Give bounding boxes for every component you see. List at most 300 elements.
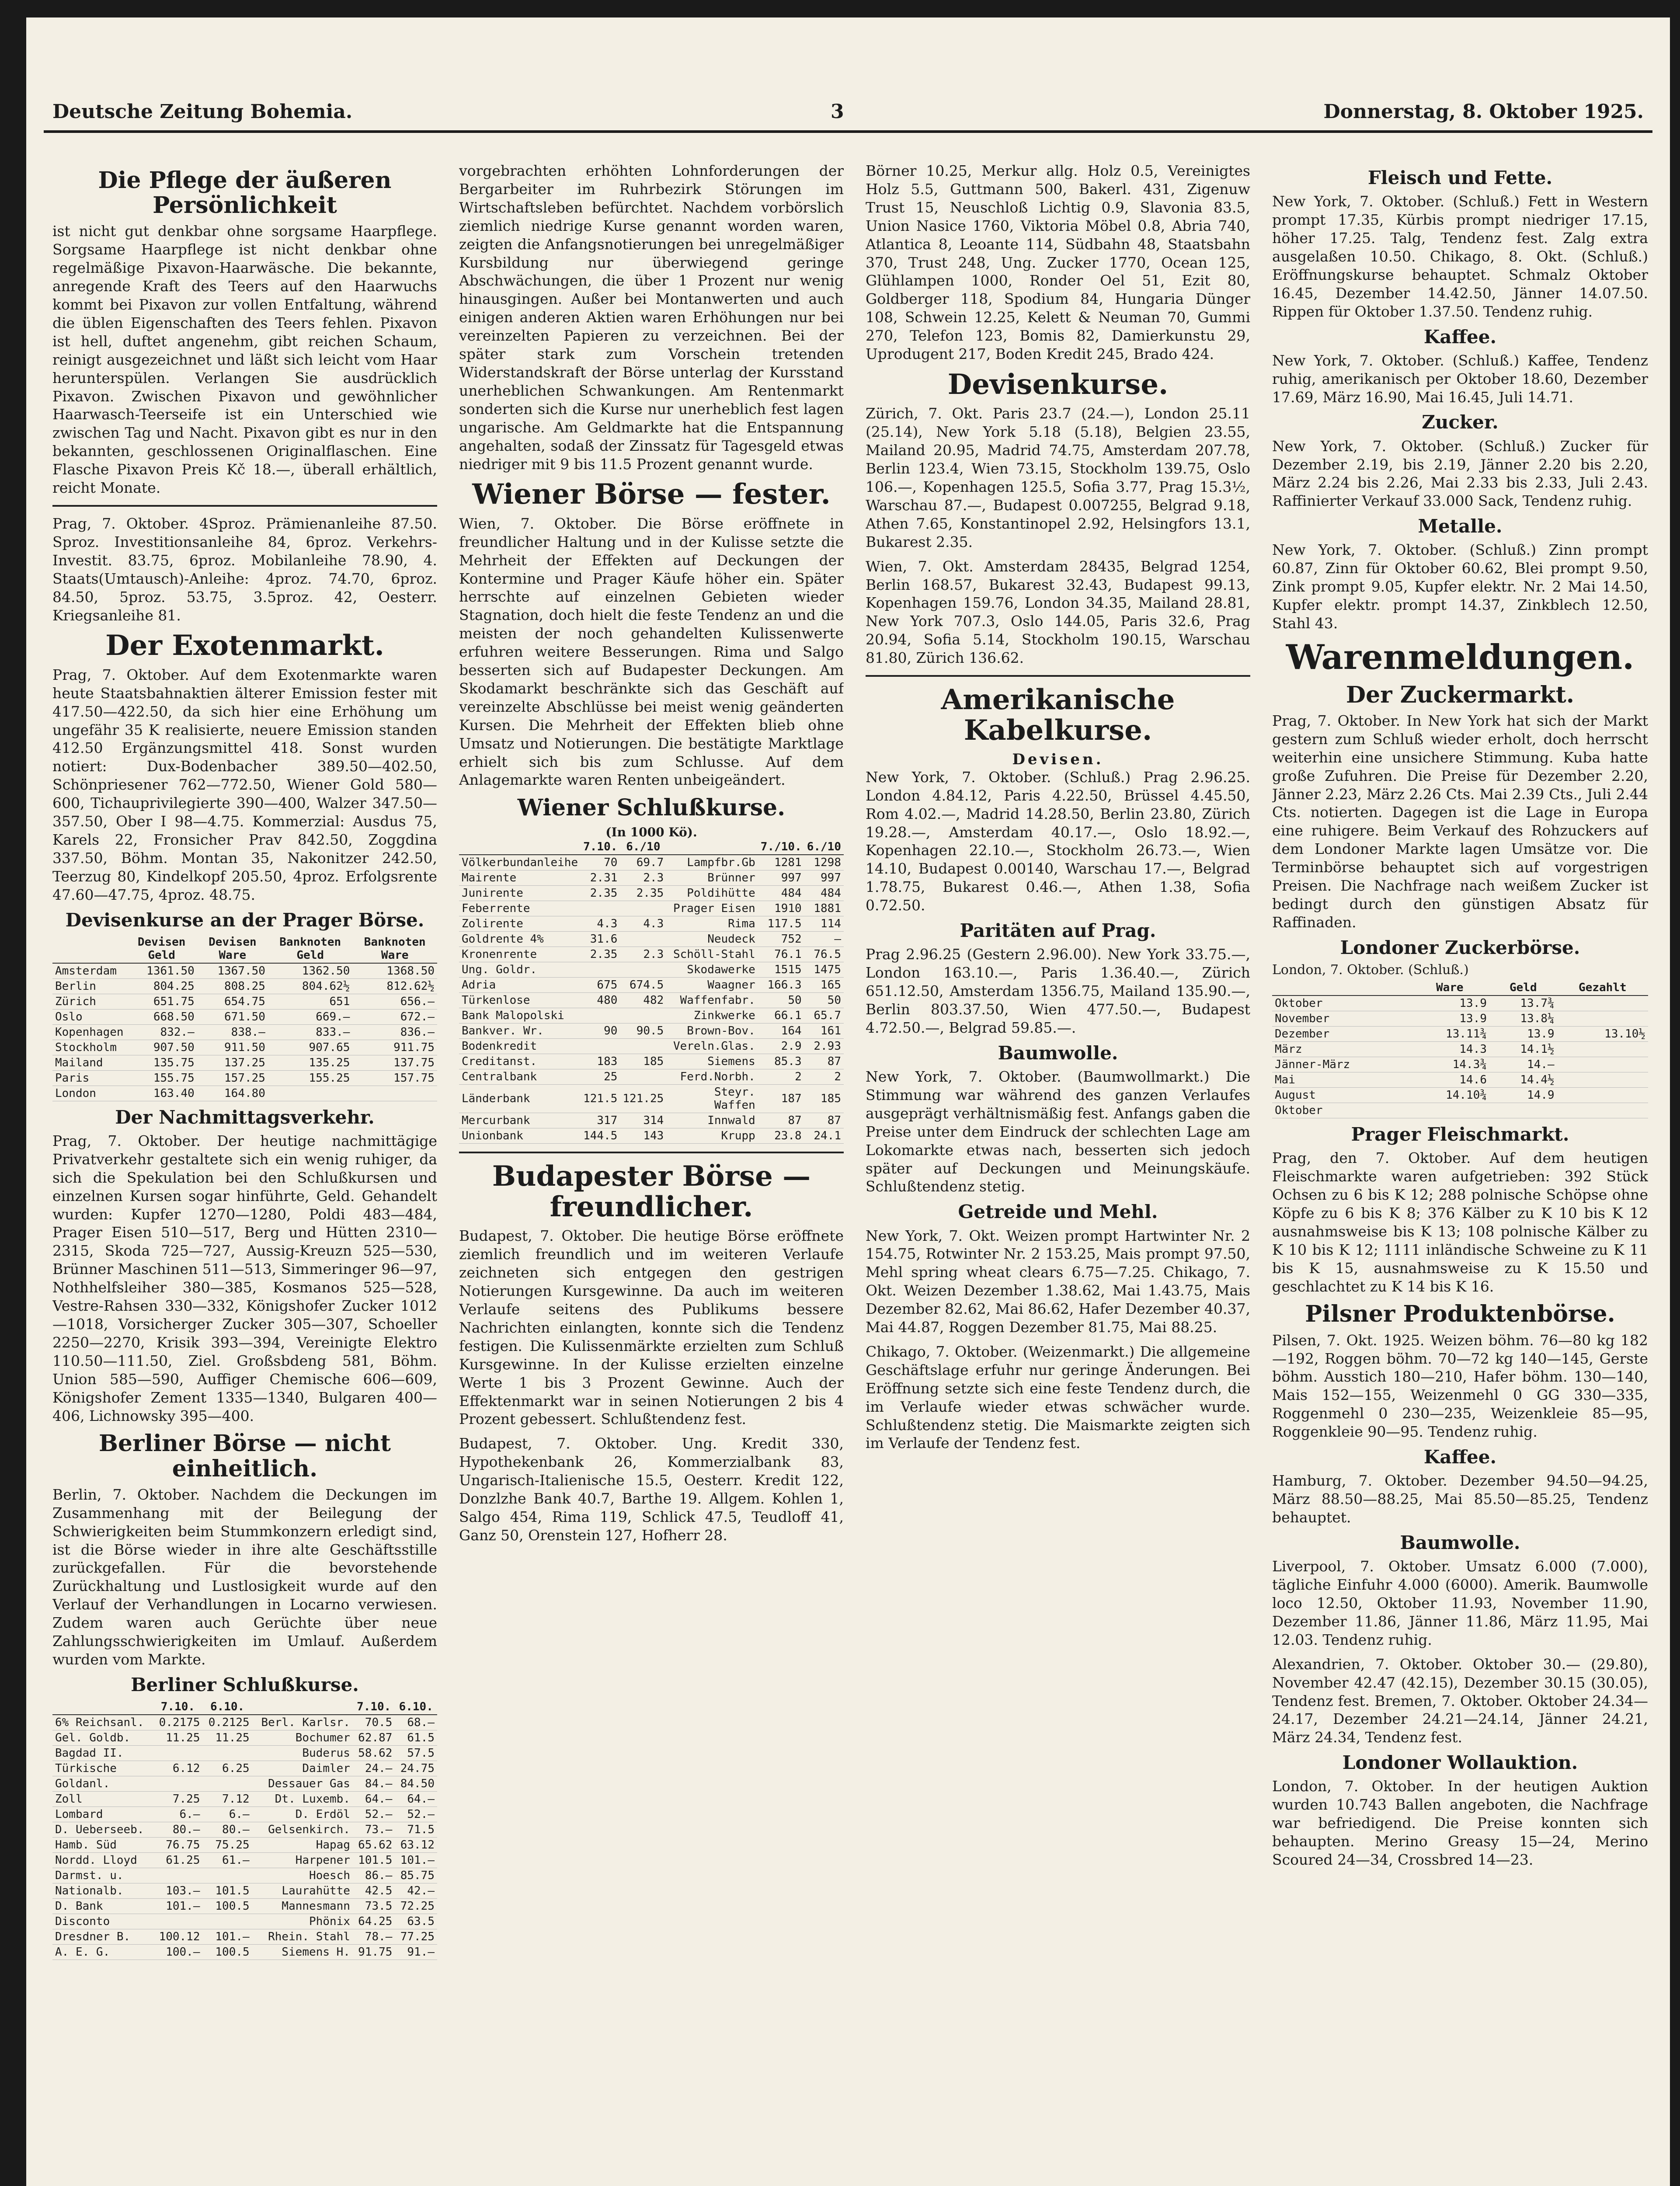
table-cell: 84.50: [395, 1776, 437, 1792]
header-left: Deutsche Zeitung Bohemia.: [52, 101, 353, 123]
table-cell: 6% Reichsanl.: [52, 1715, 153, 1730]
table-cell: 117.5: [758, 916, 804, 931]
table-row: [52, 978, 437, 994]
paritaeten-heading: Paritäten auf Prag.: [960, 920, 1156, 942]
table-cell: 76.1: [758, 947, 804, 962]
lead-text: vorgebrachten erhöhten Lohnforderungen der Bergarbeiter im Ruhrbezirk Störungen im Wirtschaftsleben befürchtet. Nachdem vorbörslich ziemlich niedrige Kurse genannt worden waren, zeigten die Anfangsnotierungen bei unregelmäßiger Kursbildung nur überwiegend geringe Abschwächungen, die über 1 Prozent nur wenig hinausgingen. Außer bei Montanwerten und auch einigen anderen Aktien waren Erhöhungen nur bei vereinzelten Papieren zu verzeichnen. Bei der später stark zum Vorschein tretenden Widerstandskraft der Börse unterlag der Kursstand unerheblichen Schwankungen. Am Rentenmarkt sonderten sich die Kurse nur unerheblich fest lagen ungarische. Am Geldmarkte hat die Entspannung angehalten, sodaß der Zinssatz für Tagesgeld etwas niedriger mit 9 bis 11.5 Prozent genannt wurde.: [459, 162, 844, 473]
wolle-text: London, 7. Oktober. In der heutigen Auktion wurden 10.743 Ballen angeboten, die Nachfrage war befriedigend. Die Preise konnten sich behaupten. Merino Greasy 15—24, Merino Scoured 24—34, Crossbred 14—23.: [1272, 1778, 1648, 1869]
table-cell: 61.25: [153, 1853, 202, 1868]
table-cell: Centralbank: [459, 1069, 581, 1084]
table-cell: 317: [581, 1113, 620, 1128]
table-cell: Mai: [1272, 1072, 1410, 1088]
table-cell: Disconto: [52, 1914, 153, 1929]
table-cell: 14.10¾: [1410, 1088, 1489, 1103]
table-cell: Darmst. u.: [52, 1868, 153, 1883]
table-cell: A. E. G.: [52, 1945, 153, 1960]
table-cell: 14.—: [1489, 1057, 1557, 1072]
table-cell: 68.—: [395, 1715, 437, 1730]
table-cell: 14.3: [1410, 1042, 1489, 1057]
budapest-heading: Budapester Börse — freundlicher.: [492, 1159, 811, 1223]
table-row: [52, 1914, 437, 1929]
devisen2-text: Zürich, 7. Okt. Paris 23.7 (24.—), London 25.11 (25.14), New York 5.18 (5.18), Belgien 23.55, Mailand 20.95, Madrid 74.75, Amsterdam 207.78, Berlin 123.4, Wien 73.15, Stockholm 139.75, Oslo 106.—, Kopenhagen 125.5, Sofia 3.77, Prag 15.3½, Warschau 87.—, Budapest 0.007255, Belgrad 9.18, Athen 7.65, Konstantinopel 2.92, Helsingfors 13.1, Bukarest 2.35.: [866, 405, 1250, 550]
table-cell: 482: [620, 992, 666, 1008]
table-cell: Goldanl.: [52, 1776, 153, 1792]
table-cell: 137.75: [352, 1055, 437, 1070]
table-cell: 65.62: [353, 1838, 395, 1853]
table-cell: Oslo: [52, 1009, 126, 1024]
table-row: [1272, 1057, 1648, 1072]
table-row: [459, 1054, 844, 1069]
table-cell: 911.50: [197, 1040, 268, 1055]
table-cell: D. Erdöl: [252, 1807, 353, 1822]
table-row: [52, 1883, 437, 1899]
londoner-sub: London, 7. Oktober. (Schluß.): [1272, 962, 1469, 978]
table-cell: Prager Eisen: [666, 901, 758, 916]
table-cell: [202, 1914, 252, 1929]
table-row: [459, 885, 844, 901]
table-cell: [581, 962, 620, 977]
table-header-cell: Devisen Geld: [126, 935, 197, 963]
table-cell: 13.9: [1410, 1011, 1489, 1027]
table-cell: Jänner-März: [1272, 1057, 1410, 1072]
table-row: [52, 1899, 437, 1914]
table-cell: 71.5: [395, 1822, 437, 1838]
table-cell: 7.25: [153, 1792, 202, 1807]
table-cell: [581, 901, 620, 916]
table-cell: [620, 931, 666, 947]
table-cell: 87: [804, 1054, 844, 1069]
table-cell: Rhein. Stahl: [252, 1929, 353, 1945]
table-cell: 50: [758, 992, 804, 1008]
table-cell: 7.12: [202, 1792, 252, 1807]
table-cell: [1410, 1103, 1489, 1118]
table-cell: 6.25: [202, 1761, 252, 1776]
table-header-cell: [459, 839, 581, 855]
table-cell: 812.62½: [352, 978, 437, 994]
table-cell: 76.5: [804, 947, 844, 962]
table-cell: Gel. Goldb.: [52, 1730, 153, 1746]
table-cell: Brünner: [666, 870, 758, 885]
table-cell: [153, 1746, 202, 1761]
table-cell: Mannesmann: [252, 1899, 353, 1914]
table-header-row: [52, 935, 437, 963]
table-cell: 1515: [758, 962, 804, 977]
table-row: [459, 1069, 844, 1084]
getreide-heading: Getreide und Mehl.: [958, 1201, 1158, 1223]
table-cell: 13.9: [1410, 996, 1489, 1011]
table-cell: Amsterdam: [52, 963, 126, 979]
table-row: [52, 1807, 437, 1822]
table-row: [52, 1024, 437, 1040]
table-cell: 101.—: [153, 1899, 202, 1914]
table-cell: 50: [804, 992, 844, 1008]
table-cell: 13.7¾: [1489, 996, 1557, 1011]
table-cell: Dezember: [1272, 1027, 1410, 1042]
table-cell: Waagner: [666, 977, 758, 992]
table-header-cell: 6.10.: [202, 1699, 252, 1715]
table-cell: 314: [620, 1113, 666, 1128]
table-cell: 1475: [804, 962, 844, 977]
table-cell: 70: [581, 855, 620, 870]
prager-fleisch-text: Prag, den 7. Oktober. Auf dem heutigen Fleischmarkte waren aufgetrieben: 392 Stück Ochsen zu 6 bis K 12; 288 polnische Schöpse ohne Köpfe zu 6 bis K 8; 376 Kälber zu K 10 bis K 12 ausnahmsweise bis K 13; 108 polnische Kälber zu K 10 bis K 12; 1111 inländische Schweine zu K 11 bis K 15, ausnahmsweise zu K 15.50 und geschlachtet zu K 14 bis K 16.: [1272, 1149, 1648, 1295]
table-cell: 155.75: [126, 1070, 197, 1086]
table-header-row: [459, 839, 844, 855]
table-cell: 997: [758, 870, 804, 885]
table-cell: 100.5: [202, 1945, 252, 1960]
header-rule: [44, 130, 1652, 133]
berliner-heading: Berliner Börse — nicht einheitlich.: [99, 1430, 391, 1482]
table-row: [459, 916, 844, 931]
table-row: [459, 1038, 844, 1054]
wiener-schluss-sub: (In 1000 Kö).: [605, 825, 697, 839]
table-cell: 101.—: [202, 1929, 252, 1945]
table-row: [52, 1776, 437, 1792]
table-cell: 84.—: [353, 1776, 395, 1792]
section-separator: [866, 675, 1250, 677]
table-cell: 161: [804, 1023, 844, 1038]
table-cell: Adria: [459, 977, 581, 992]
table-cell: Skodawerke: [666, 962, 758, 977]
table-cell: 85.75: [395, 1868, 437, 1883]
devisen2-heading: Devisenkurse.: [947, 368, 1169, 401]
table-header-cell: 7.10.: [581, 839, 620, 855]
table-cell: 164.80: [197, 1086, 268, 1101]
table-row: [459, 1128, 844, 1143]
table-cell: 101.—: [395, 1853, 437, 1868]
table-row: [52, 1929, 437, 1945]
table-cell: 1881: [804, 901, 844, 916]
table-cell: 1298: [804, 855, 844, 870]
table-row: [459, 1084, 844, 1113]
table-cell: Oktober: [1272, 1103, 1410, 1118]
table-cell: 42.—: [395, 1883, 437, 1899]
table-cell: 24.1: [804, 1128, 844, 1143]
transactions-text: Börner 10.25, Merkur allg. Holz 0.5, Vereinigtes Holz 5.5, Guttmann 500, Bakerl. 431, Zigenuw Trust 15, Neuschloß Lichtig 0.9, Slavonia 83.5, Union Nasice 1760, Viktoria Möbel 0.8, Abria 740, Atlantica 8, Leoante 114, Südbahn 48, Staatsbahn 370, Trust 248, Ung. Zucker 1770, Ocean 125, Glühlampen 1000, Ronder Oel 51, Ezit 80, Goldberger 118, Spodium 84, Hungaria Dünger 108, Schwein 12.25, Kelett & Neuman 70, Gummi 270, Telefon 123, Bomis 82, Damierkunstu 29, Uprodugent 217, Boden Kredit 245, Brado 424.: [866, 162, 1250, 363]
table-row: [52, 1070, 437, 1086]
table-row: [52, 963, 437, 979]
table-cell: 2.3: [620, 870, 666, 885]
table-cell: 69.7: [620, 855, 666, 870]
table-cell: Paris: [52, 1070, 126, 1086]
table-header-cell: 7.10.: [153, 1699, 202, 1715]
table-cell: Krupp: [666, 1128, 758, 1143]
table-header-cell: [252, 1699, 353, 1715]
table-cell: [620, 1008, 666, 1023]
budapest-text: Budapest, 7. Oktober. Die heutige Börse eröffnete ziemlich freundlich und im weiteren Verlaufe zeichneten sich entgegen den gestrigen Notierungen Kursgewinne. Da auch im weiteren Verlaufe seitens des Publikums bessere Nachrichten einlangten, konnte sich die Tendenz festigen. Die Kulissenmärkte erzielten zum Schluß Kursgewinne. In der Kulisse erzielten einzelne Werte 1 bis 3 Prozent Gewinne. Auch der Effektenmarkt war in seinen Notierungen 2 bis 4 Prozent gebessert. Schlußtendenz fest.: [459, 1227, 844, 1428]
table-cell: 101.5: [353, 1853, 395, 1868]
table-cell: 77.25: [395, 1929, 437, 1945]
table-cell: [153, 1914, 202, 1929]
ad-headline: Die Pflege der äußeren Persönlichkeit: [98, 167, 392, 219]
table-cell: [1557, 1057, 1648, 1072]
table-cell: [153, 1868, 202, 1883]
metalle-heading: Metalle.: [1418, 515, 1503, 537]
table-cell: 911.75: [352, 1040, 437, 1055]
table-cell: Völkerbundanleihe: [459, 855, 581, 870]
table-cell: Harpener: [252, 1853, 353, 1868]
zucker-text: New York, 7. Oktober. (Schluß.) Zucker für Dezember 2.19, bis 2.19, Jänner 2.20 bis 2.20, März 2.24 bis 2.26, Mai 2.33 bis 2.33, Juli 2.43. Raffinierter Verkauf 33.000 Sack, Tendenz ruhig.: [1272, 437, 1648, 510]
table-cell: 64.—: [395, 1792, 437, 1807]
table-cell: Creditanst.: [459, 1054, 581, 1069]
exotenmarkt-text: Prag, 7. Oktober. Auf dem Exotenmarkte waren heute Staatsbahnaktien älterer Emission fester mit 417.50—422.50, da sich hier eine Erhöhung um ungefähr 35 K realisierte, neuere Emission standen 412.50 Ergänzungsmittel 418. Sonst wurden notiert: Dux-Bodenbacher 389.50—402.50, Schönpriesener 762—772.50, Wiener Gold 580—600, Tichauprivilegierte 390—400, Walzer 347.50—357.50, Ober I 98—4.75. Kommerzial: Ausdus 75, Karels 22, Fronsicher Prav 842.50, Zoggdina 337.50, Böhm. Montan 35, Nakonitzer 242.50, Teerzug 80, Kindelkopf 205.50, 4proz. Erfolgsrente 47.60—47.75, 4proz. 48.75.: [52, 666, 437, 903]
exotenmarkt-heading: Der Exotenmarkt.: [105, 629, 384, 662]
table-cell: Buderus: [252, 1746, 353, 1761]
table-cell: 57.5: [395, 1746, 437, 1761]
table-cell: 185: [804, 1084, 844, 1113]
table-cell: Lombard: [52, 1807, 153, 1822]
table-cell: 6.—: [153, 1807, 202, 1822]
table-cell: Steyr. Waffen: [666, 1084, 758, 1113]
table-cell: Zinkwerke: [666, 1008, 758, 1023]
table-cell: 804.25: [126, 978, 197, 994]
table-row: [52, 1761, 437, 1776]
table-row: [459, 992, 844, 1008]
table-cell: Stockholm: [52, 1040, 126, 1055]
table-cell: [620, 1069, 666, 1084]
table-cell: 73.—: [353, 1822, 395, 1838]
table-cell: 480: [581, 992, 620, 1008]
table-cell: Junirente: [459, 885, 581, 901]
table-cell: Ung. Goldr.: [459, 962, 581, 977]
table-cell: Bodenkredit: [459, 1038, 581, 1054]
table-cell: 4.3: [620, 916, 666, 931]
table-cell: 832.—: [126, 1024, 197, 1040]
table-cell: 13.9: [1489, 1027, 1557, 1042]
table-cell: Siemens: [666, 1054, 758, 1069]
table-row: [1272, 1042, 1648, 1057]
table-cell: Bankver. Wr.: [459, 1023, 581, 1038]
table-cell: 1361.50: [126, 963, 197, 979]
table-row: [52, 1945, 437, 1960]
table-cell: Berl. Karlsr.: [252, 1715, 353, 1730]
ad-text: ist nicht gut denkbar ohne sorgsame Haarpflege. Sorgsame Haarpflege ist nicht denkbar ohne regelmäßige Pixavon-Haarwäsche. Die bekannte, anregende Kraft des Teers auf den Haarwuchs kommt bei Pixavon zur vollen Entfaltung, während die üblen Eigenschaften des Teers fehlen. Pixavon ist hell, duftet angenehm, gibt reichen Schaum, reinigt ausgezeichnet und läßt sich leicht vom Haar herunterspülen. Verlangen Sie ausdrücklich Pixavon. Zwischen Pixavon und gewöhnlicher Haarwasch-Teerseife ist ein Unterschied wie zwischen Tag und Nacht. Pixavon gibt es nur in den bekannten, geschlossenen Originalflaschen. Eine Flasche Pixavon Preis Kč 18.—, überall erhältlich, reicht Monate.: [52, 223, 437, 497]
table-cell: Mailand: [52, 1055, 126, 1070]
table-cell: D. Ueberseeb.: [52, 1822, 153, 1838]
table-header-cell: Banknoten Ware: [352, 935, 437, 963]
table-cell: Mercurbank: [459, 1113, 581, 1128]
table-cell: Türkische: [52, 1761, 153, 1776]
table-cell: 13.10½: [1557, 1027, 1648, 1042]
table-cell: 163.40: [126, 1086, 197, 1101]
table-cell: [1557, 1088, 1648, 1103]
table-cell: 80.—: [153, 1822, 202, 1838]
table-cell: Schöll-Stahl: [666, 947, 758, 962]
table-cell: 11.25: [153, 1730, 202, 1746]
table-cell: 135.75: [126, 1055, 197, 1070]
baumwolle-heading: Baumwolle.: [998, 1042, 1118, 1064]
table-cell: 121.25: [620, 1084, 666, 1113]
table-row: [1272, 1011, 1648, 1027]
table-cell: 668.50: [126, 1009, 197, 1024]
table-cell: 804.62½: [268, 978, 353, 994]
table-cell: [1489, 1103, 1557, 1118]
table-row: [459, 931, 844, 947]
table-row: [52, 1730, 437, 1746]
berliner-text: Berlin, 7. Oktober. Nachdem die Deckungen im Zusammenhang mit der Beilegung der Schwierigkeiten beim Stummkonzern erledigt sind, ist die Börse wieder in ihre alte Geschäftsstille zurückgefallen. Für die bevorstehende Zurückhaltung und Lustlosigkeit wurde auf den Verlauf der Verhandlungen in Locarno verwiesen. Zudem waren auch Gerüchte über neue Zahlungsschwierigkeiten im Umlauf. Außerdem wurden vom Markte.: [52, 1486, 437, 1668]
table-cell: 64.—: [353, 1792, 395, 1807]
table-cell: 61.—: [202, 1853, 252, 1868]
table-header-cell: [666, 839, 758, 855]
table-cell: [153, 1776, 202, 1792]
table-cell: 63.12: [395, 1838, 437, 1853]
table-cell: Ferd.Norbh.: [666, 1069, 758, 1084]
table-row: [459, 962, 844, 977]
fleisch-text: New York, 7. Oktober. (Schluß.) Fett in Western prompt 17.35, Kürbis prompt niedriger 17.15, höher 17.25. Talg, Tendenz fest. Zalg extra ausgelaßen 10.50. Chikago, 8. Okt. (Schluß.) Eröffnungskurse behauptet. Schmalz Oktober 16.45, Dezember 14.42.50, Jänner 14.07.50. Rippen für Oktober 1.37.50. Tendenz ruhig.: [1272, 193, 1648, 320]
londoner-heading: Londoner Zuckerbörse.: [1340, 936, 1580, 958]
table-cell: 2.35: [581, 885, 620, 901]
table-cell: 1362.50: [268, 963, 353, 979]
table-cell: 157.75: [352, 1070, 437, 1086]
amerik-heading: Amerikanische Kabelkurse.: [941, 683, 1175, 747]
weizenmarkt-text: Chikago, 7. Oktober. (Weizenmarkt.) Die allgemeine Geschäftslage erfuhr nur geringe Änderungen. Bei Eröffnung setzte sich eine feste Tendenz durch, die im Verlaufe wieder etwas schwächer wurde. Schlußtendenz stetig. Die Maismarkte zeigten sich im Verlaufe der Tendenz fest.: [866, 1343, 1250, 1452]
kaffee2-text: Hamburg, 7. Oktober. Dezember 94.50—94.25, März 88.50—88.25, Mai 85.50—85.25, Tendenz behauptet.: [1272, 1472, 1648, 1526]
table-cell: Kopenhagen: [52, 1024, 126, 1040]
table-row: [1272, 1103, 1648, 1118]
amerik-text: New York, 7. Oktober. (Schluß.) Prag 2.96.25. London 4.84.12, Paris 4.22.50, Brüssel 4.45.50, Rom 4.02.—, Madrid 14.28.50, Berlin 23.80, Zürich 19.28.—, Amsterdam 40.17.—, Oslo 18.92.—, Kopenhagen 22.10.—, Stockholm 26.73.—, Wien 14.10, Budapest 0.00140, Warschau 17.—, Belgrad 1.78.75, Bukarest 0.46.—, Athen 1.38, Sofia 0.72.50.: [866, 768, 1250, 914]
table-header-cell: [52, 935, 126, 963]
table-cell: 0.2175: [153, 1715, 202, 1730]
table-cell: Zolirente: [459, 916, 581, 931]
table-cell: 155.25: [268, 1070, 353, 1086]
table-cell: 157.25: [197, 1070, 268, 1086]
table-cell: [620, 962, 666, 977]
table-cell: —: [804, 931, 844, 947]
metalle-text: New York, 7. Oktober. (Schluß.) Zinn prompt 60.87, Zinn für Oktober 60.62, Blei prompt 9.50, Zink prompt 9.05, Kupfer elektr. Nr. 2 Mai 14.50, Kupfer elektr. prompt 14.37, Zinkblech 12.50, Stahl 43.: [1272, 541, 1648, 632]
table-cell: 143: [620, 1128, 666, 1143]
table-row: [1272, 1088, 1648, 1103]
table-cell: Goldrente 4%: [459, 931, 581, 947]
table-cell: 672.—: [352, 1009, 437, 1024]
table-cell: 1281: [758, 855, 804, 870]
table-cell: 24.—: [353, 1761, 395, 1776]
table-row: [459, 1113, 844, 1128]
table-cell: 484: [758, 885, 804, 901]
table-cell: 674.5: [620, 977, 666, 992]
table-row: [52, 1746, 437, 1761]
table-cell: 63.5: [395, 1914, 437, 1929]
table-cell: 14.4½: [1489, 1072, 1557, 1088]
table-cell: 52.—: [353, 1807, 395, 1822]
table-cell: 121.5: [581, 1084, 620, 1113]
wiener-schluss-heading: Wiener Schlußkurse.: [517, 794, 786, 821]
column-4: [1272, 162, 1648, 2186]
table-row: [459, 855, 844, 870]
table-cell: [581, 1008, 620, 1023]
table-cell: 144.5: [581, 1128, 620, 1143]
table-cell: Neudeck: [666, 931, 758, 947]
table-cell: Hamb. Süd: [52, 1838, 153, 1853]
table-cell: 669.—: [268, 1009, 353, 1024]
table-cell: 183: [581, 1054, 620, 1069]
table-row: [52, 1792, 437, 1807]
column-3: [866, 162, 1250, 2186]
table-row: [459, 947, 844, 962]
kaffee-text: New York, 7. Oktober. (Schluß.) Kaffee, Tendenz ruhig, amerikanisch per Oktober 18.60, Dezember 17.69, März 16.90, Mai 16.45, Juli 14.71.: [1272, 352, 1648, 406]
table-cell: 114: [804, 916, 844, 931]
table-header-cell: Gezahlt: [1557, 980, 1648, 996]
table-cell: Oktober: [1272, 996, 1410, 1011]
section-separator: [459, 1152, 844, 1153]
table-cell: 65.7: [804, 1008, 844, 1023]
amerik-sub: Devisen.: [1012, 750, 1104, 768]
table-cell: 484: [804, 885, 844, 901]
nachmittag-text: Prag, 7. Oktober. Der heutige nachmittägige Privatverkehr gestaltete sich ein wenig ruhiger, da sich die Spekulation bei den Schlußkursen und einzelnen Kursen sogar hinführte, Geld. Gehandelt wurden: Kupfer 1270—1280, Poldi 483—484, Prager Eisen 510—517, Berg und Hütten 2310—2315, Skoda 725—727, Aussig-Kreuzn 525—530, Brünner Maschinen 511—513, Simmeringer 96—97, Nothhelfsleiher 380—385, Kosmanos 525—528, Vestre-Rahsen 330—332, Königshofer Zucker 1012—1018, Vorsicherger Zucker 305—307, Schoeller 2250—2270, Krisik 393—394, Vereinigte Elektro 110.50—111.50, Ziel. Großsbdeng 581, Böhm. Union 585—590, Auffiger Chemische 606—609, Königshofer Zement 1335—1340, Bulgaren 400—406, Lichnowsky 395—400.: [52, 1132, 437, 1424]
table-row: [52, 1822, 437, 1838]
table-cell: Dt. Luxemb.: [252, 1792, 353, 1807]
baumwolle-text: New York, 7. Oktober. (Baumwollmarkt.) Die Stimmung war während des ganzen Verlaufes ausgeprägt verhältnismäßig fest. Anfangs gaben die Preise unter dem Eindruck der schlechten Lage am Lokomarkte etwas nach, besserten sich jedoch später auf Deckungen und Meinungskäufe. Schlußtendenz stetig.: [866, 1068, 1250, 1195]
table-cell: 1368.50: [352, 963, 437, 979]
table-row: [459, 1023, 844, 1038]
londoner-table: [1272, 980, 1648, 1118]
column-1: [52, 162, 437, 2186]
table-cell: 14.1½: [1489, 1042, 1557, 1057]
table-cell: Berlin: [52, 978, 126, 994]
baumwolle2-text: Liverpool, 7. Oktober. Umsatz 6.000 (7.000), tägliche Einfuhr 4.000 (6000). Amerik. Baumwolle loco 12.50, Oktober 11.93, November 11.90, Dezember 11.86, Jänner 11.86, März 11.95, Mai 12.03. Tendenz ruhig.: [1272, 1558, 1648, 1648]
table-header-cell: 6.10.: [395, 1699, 437, 1715]
table-cell: Nordd. Lloyd: [52, 1853, 153, 1868]
table-cell: 2.35: [620, 885, 666, 901]
table-cell: 997: [804, 870, 844, 885]
table-cell: 907.65: [268, 1040, 353, 1055]
table-cell: D. Bank: [52, 1899, 153, 1914]
table-cell: 58.62: [353, 1746, 395, 1761]
kaffee-heading: Kaffee.: [1423, 326, 1497, 348]
wolle-heading: Londoner Wollauktion.: [1342, 1752, 1578, 1774]
page-number: 3: [831, 101, 844, 123]
table-row: [1272, 1027, 1648, 1042]
table-cell: 100.—: [153, 1945, 202, 1960]
table-cell: 91.—: [395, 1945, 437, 1960]
table-cell: Bank Malopolski: [459, 1008, 581, 1023]
table-cell: Waffenfabr.: [666, 992, 758, 1008]
table-cell: Nationalb.: [52, 1883, 153, 1899]
table-cell: [268, 1086, 353, 1101]
table-cell: 2.93: [804, 1038, 844, 1054]
table-row: [52, 1040, 437, 1055]
table-cell: Lampfbr.Gb: [666, 855, 758, 870]
table-cell: 61.5: [395, 1730, 437, 1746]
zucker-heading: Zucker.: [1422, 411, 1499, 433]
table-row: [52, 1838, 437, 1853]
table-cell: 13.8¼: [1489, 1011, 1557, 1027]
table-cell: 78.—: [353, 1929, 395, 1945]
table-cell: 185: [620, 1054, 666, 1069]
table-cell: Unionbank: [459, 1128, 581, 1143]
table-cell: [581, 1038, 620, 1054]
table-cell: Mairente: [459, 870, 581, 885]
table-cell: Hoesch: [252, 1868, 353, 1883]
table-cell: August: [1272, 1088, 1410, 1103]
newspaper-page: [26, 17, 1670, 2186]
table-cell: Siemens H.: [252, 1945, 353, 1960]
devisen-table: [52, 935, 437, 1101]
table-cell: November: [1272, 1011, 1410, 1027]
table-cell: 2.31: [581, 870, 620, 885]
budapest-text-2: Budapest, 7. Oktober. Ung. Kredit 330, Hypothekenbank 26, Kommerzialbank 83, Ungarisch-Italienische 15.5, Oesterr. Kredit 122, Donzlzhe Bank 40.7, Barthe 19. Allgem. Kohlen 1, Salgo 454, Rima 119, Schlick 47.5, Teudloff 41, Ganz 50, Orenstein 127, Hofherr 28.: [459, 1435, 844, 1544]
table-header-cell: 6./10: [620, 839, 666, 855]
table-cell: Phönix: [252, 1914, 353, 1929]
table-row: [1272, 1072, 1648, 1088]
table-row: [459, 901, 844, 916]
table-cell: 11.25: [202, 1730, 252, 1746]
table-cell: 85.3: [758, 1054, 804, 1069]
table-cell: 135.25: [268, 1055, 353, 1070]
table-cell: [202, 1868, 252, 1883]
table-cell: Türkenlose: [459, 992, 581, 1008]
table-row: [459, 870, 844, 885]
table-cell: 31.6: [581, 931, 620, 947]
table-cell: 2: [804, 1069, 844, 1084]
